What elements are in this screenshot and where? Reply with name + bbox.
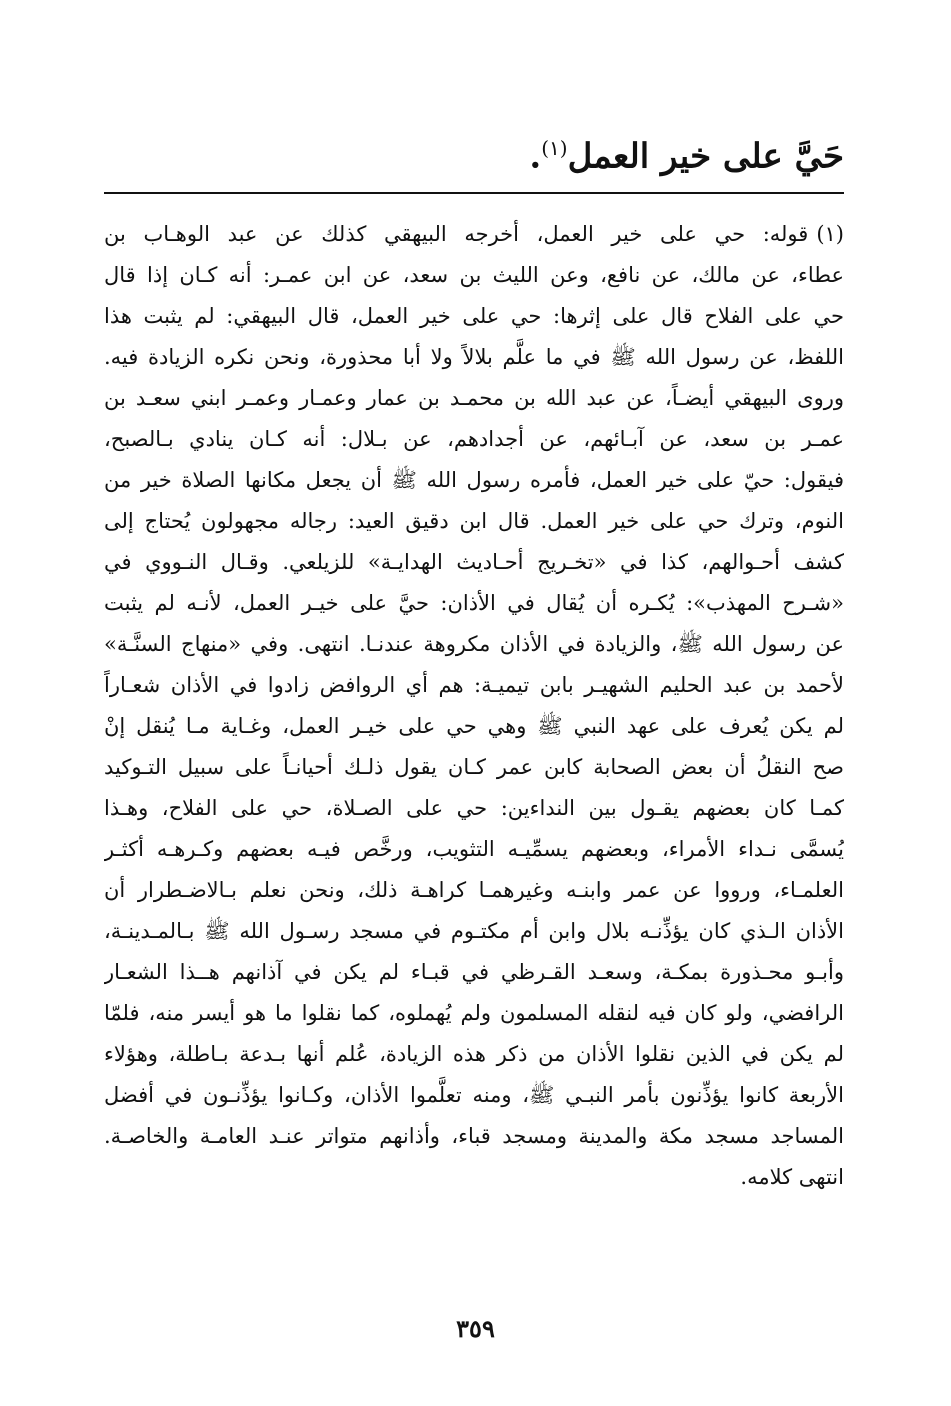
footnote-line: «شـرح المهذب»: يُكـره أن يُقال في الأذان: حيَّ على خيـر العمل، لأنـه لم يثبت (104, 591, 844, 615)
footnote-line: الرافضي، ولو كان فيه لنقله المسلمون ولم يُهملوه، كما نقلوا ما هو أيسر منه، فلمّا (104, 1001, 844, 1025)
footnote-line: لم يكن في الذين نقلوا الأذان من ذكر هذه الزيادة، عُلم أنها بـدعة بـاطلة، وهؤلاء (104, 1042, 844, 1066)
footnote-reference: (١) (541, 136, 568, 160)
footnote-line: لأحمد بن عبد الحليم الشهيـر بابن تيميـة: هم أي الروافض زادوا في الأذان شعـاراً (104, 673, 844, 697)
footnote-line: المساجد مسجد مكة والمدينة ومسجد قباء، وأذانهم متواتر عنـد العامـة والخاصـة. (104, 1124, 844, 1148)
footnote-line: النوم، وترك حي على خير العمل. قال ابن دقيق العيد: رجاله مجهولون يُحتاج إلى (104, 509, 844, 533)
footnote-divider (104, 192, 844, 194)
footnote-marker: (١) (816, 222, 844, 246)
footnote-line: لم يكن يُعرف على عهد النبي ﷺ وهي حي على خيـر العمل، وغـاية مـا يُنقل إنْ (104, 714, 844, 738)
footnote-line: يُسمَّى نـداء الأمراء، وبعضهم يسمِّيـه التثويب، ورخَّص فيـه بعضهم وكـرهـه أكثـر (104, 837, 844, 861)
footnote-line (104, 214, 844, 255)
footnote-line: كمـا كان بعضهم يقـول بين النداءين: حي على الصـلاة، حي على الفلاح، وهـذا (104, 796, 844, 820)
footnote-line: عمـر بن سعد، عن آبـائهم، عن أجدادهم، عن بـلال: أنه كـان ينادي بـالصبح، (104, 427, 844, 451)
main-text-line (107, 122, 844, 182)
main-heading: حَيَّ على خير العمل (567, 136, 844, 177)
footnote-block (104, 214, 844, 1198)
footnote-line: صح النقلُ أن بعض الصحابة كابن عمر كـان يقول ذلـك أحيانـاً على سبيل التـوكيد (104, 755, 844, 779)
footnote-line: الأربعة كانوا يؤذِّنون بأمر النبـي ﷺ، ومنه تعلَّموا الأذان، وكـانوا يؤذِّنـون في أفضل (104, 1083, 844, 1107)
footnote-line: وأبـو محـذورة بمكـة، وسعـد القـرظي في قبـاء لم يكن في آذانهم هــذا الشعـار (104, 960, 844, 984)
footnote-line-text: قوله: حي على خير العمل، أخرجه البيهقي كذلك عن عبد الوهـاب بن (104, 222, 809, 246)
footnote-line: عن رسول الله ﷺ، والزيادة في الأذان مكروهة عندنـا. انتهى. وفي «منهاج السنَّـة» (104, 632, 844, 656)
footnote-line: العلمـاء، ورووا عن عمر وابنـه وغيرهمـا كراهـة ذلك، ونحن نعلم بـالاضـطرار أن (104, 878, 844, 902)
footnote-line: عطاء، عن مالك، عن نافع، وعن الليث بن سعد، عن ابن عمـر: أنه كـان إذا قال (104, 263, 844, 287)
footnote-line: اللفظ، عن رسول الله ﷺ في ما علَّم بلالاً ولا أبا محذورة، ونحن نكره الزيادة فيه. (104, 345, 844, 369)
footnote-line: فيقول: حيّ على خير العمل، فأمره رسول الله ﷺ أن يجعل مكانها الصلاة خير من (104, 468, 844, 492)
footnote-line: انتهى كلامه. (740, 1165, 844, 1189)
footnote-line: كشف أحـوالهم، كذا في «تخـريج أحـاديث الهدايـة» للزيلعي. وقـال النـووي في (104, 550, 844, 574)
main-end-punctuation: . (529, 136, 542, 177)
footnote-line: الأذان الـذي كان يؤذِّنـه بلال وابن أم مكتـوم في مسجد رسـول الله ﷺ بـالمـدينـة، (104, 919, 844, 943)
footnote-line: حي على الفلاح قال على إثرها: حي على خير العمل، قال البيهقي: لم يثبت هذا (104, 304, 844, 328)
footnote-line: وروى البيهقي أيضـاً، عن عبد الله بن محمـد بن عمار وعمـار وعمـر ابني سعـد بن (104, 386, 844, 410)
page-number: ٣٥٩ (456, 1314, 495, 1343)
